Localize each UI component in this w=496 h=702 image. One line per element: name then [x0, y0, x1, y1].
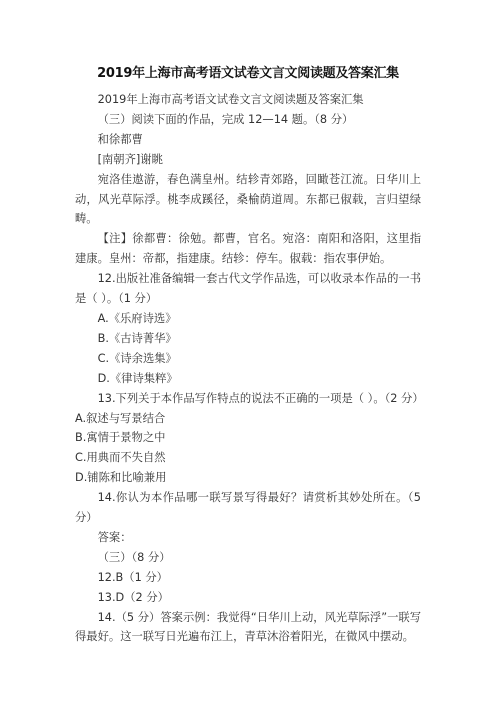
- question-13-option-a: A.叙述与写景结合: [75, 411, 166, 425]
- question-13-option-c: C.用典而不失自然: [75, 451, 166, 465]
- poem-text: 宛洛佳遨游，春色满皇州。结轸青郊路，回瞰苍江流。日华川上动，风光草际浮。桃李成蹊径，桑榆荫道周。东都已俶载，言归望绿畴。: [75, 172, 421, 226]
- question-14: 14.你认为本作品哪一联写景写得最好？请赏析其妙处所在。（5 分）: [75, 491, 421, 525]
- subtitle-paragraph: 2019年上海市高考语文试卷文言文阅读题及答案汇集: [97, 93, 364, 106]
- question-12-option-c: C.《诗余选集》: [97, 351, 177, 365]
- poem-author: [南朝齐]谢眺: [97, 152, 163, 166]
- question-12-option-d: D.《律诗集粹》: [97, 371, 178, 385]
- answer-12: 12.B（1 分）: [97, 570, 168, 584]
- document-body: [75, 90, 424, 647]
- question-13: 13.下列关于本作品写作特点的说法不正确的一项是（ ）。（2 分）: [97, 391, 424, 405]
- section-instruction: （三）阅读下面的作品，完成 12—14 题。（8 分）: [97, 112, 354, 126]
- poem-title: 和徐都曹: [97, 132, 143, 146]
- answer-14: 14.（5 分）答案示例：我觉得“日华川上动，风光草际浮”一联写得最好。这一联写日光遍布江上，青草沐浴着阳光，在微风中摆动。: [75, 610, 421, 644]
- answer-heading: 答案：: [97, 530, 132, 544]
- answer-13: 13.D（2 分）: [97, 590, 169, 604]
- question-12-option-b: B.《古诗菁华》: [97, 331, 177, 345]
- question-13-option-d: D.铺陈和比喻兼用: [75, 471, 167, 485]
- question-13-option-b: B.寓情于景物之中: [75, 431, 166, 445]
- question-12: 12.出版社准备编辑一套古代文学作品选，可以收录本作品的一书是（ ）。（1 分）: [75, 272, 421, 306]
- question-12-option-a: A.《乐府诗选》: [97, 311, 177, 325]
- answer-section: （三）（8 分）: [97, 550, 171, 564]
- poem-notes: 【注】徐都曹：徐勉。都曹，官名。宛洛：南阳和洛阳，这里指建康。皇州：帝都，指建康。结轸：停车。俶载：指农事伊始。: [75, 232, 421, 266]
- document-title: 2019年上海市高考语文试卷文言文阅读题及答案汇集: [97, 66, 399, 81]
